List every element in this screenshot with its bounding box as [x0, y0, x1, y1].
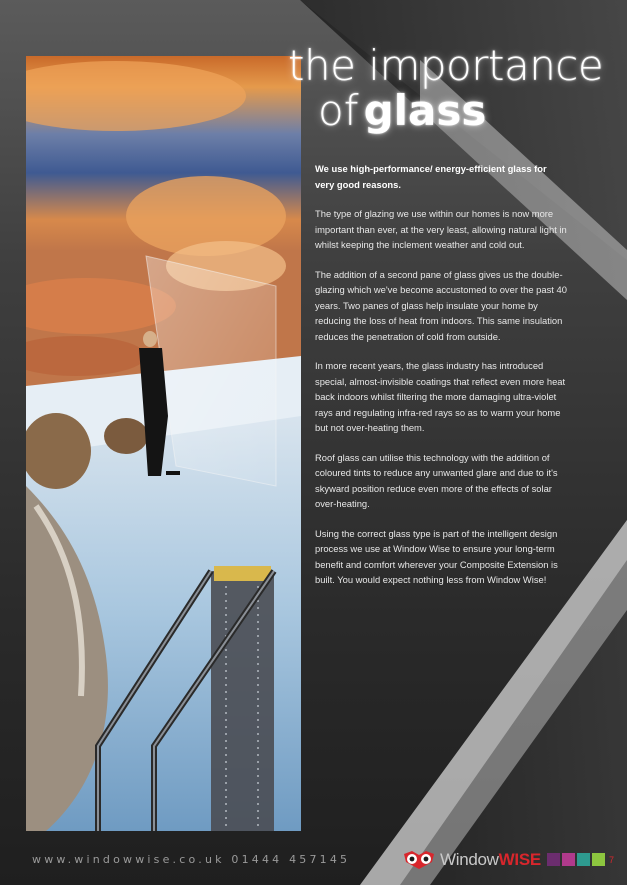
- brand-bold: WISE: [498, 850, 541, 869]
- windowwise-logo: [402, 848, 541, 872]
- page-heading: [288, 41, 608, 143]
- brand-name: [440, 850, 541, 870]
- paragraph-3: In more recent years, the glass industry has introduced special, almost-invisible coatings that reflect even more heat back indoors whilst filtering the more damaging ultra-violet rays and regulating infra-red rays so as to warm your home but not over-heating them.: [315, 360, 566, 433]
- heading-of: of: [318, 86, 359, 135]
- hero-photo: [26, 56, 301, 831]
- heading-line-2: [318, 88, 608, 143]
- footer-website-phone: www.windowwise.co.uk 01444 457145: [32, 853, 351, 866]
- lead-paragraph: We use high-performance/ energy-efficient glass for very good reasons.: [315, 163, 547, 190]
- article-body: [315, 161, 567, 602]
- owl-icon: [402, 850, 436, 870]
- swatch-3: [577, 853, 590, 866]
- page-number: 7: [609, 855, 615, 865]
- paragraph-5: Using the correct glass type is part of the intelligent design process we use at Window Wise to ensure your long-term benefit and comfort wherever your Composite Extension is built. You would expect nothing less from Window Wise!: [315, 527, 558, 585]
- paragraph-2: The addition of a second pane of glass gives us the double-glazing which we've become accustomed to over the past 40 years. Two panes of glass help insulate your home by reducing the loss of heat from indoors. This same insulation reduces the penetration of cold from outside.: [315, 268, 567, 342]
- paragraph-1: The type of glazing we use within our homes is now more important than ever, at the very least, allowing natural light in whilst keeping the inclement weather and cold out.: [315, 208, 567, 250]
- swatch-2: [562, 853, 575, 866]
- brand-plain: Window: [440, 850, 499, 869]
- paragraph-4: Roof glass can utilise this technology with the addition of coloured tints to reduce any unwanted glare and due to it's skyward position reduce even more of the effects of solar over-heating.: [315, 451, 558, 509]
- swatch-1: [547, 853, 560, 866]
- brand-swatches: [547, 853, 605, 866]
- heading-glass: glass: [363, 86, 487, 135]
- heading-line-1: the importance: [288, 41, 604, 90]
- swatch-4: [592, 853, 605, 866]
